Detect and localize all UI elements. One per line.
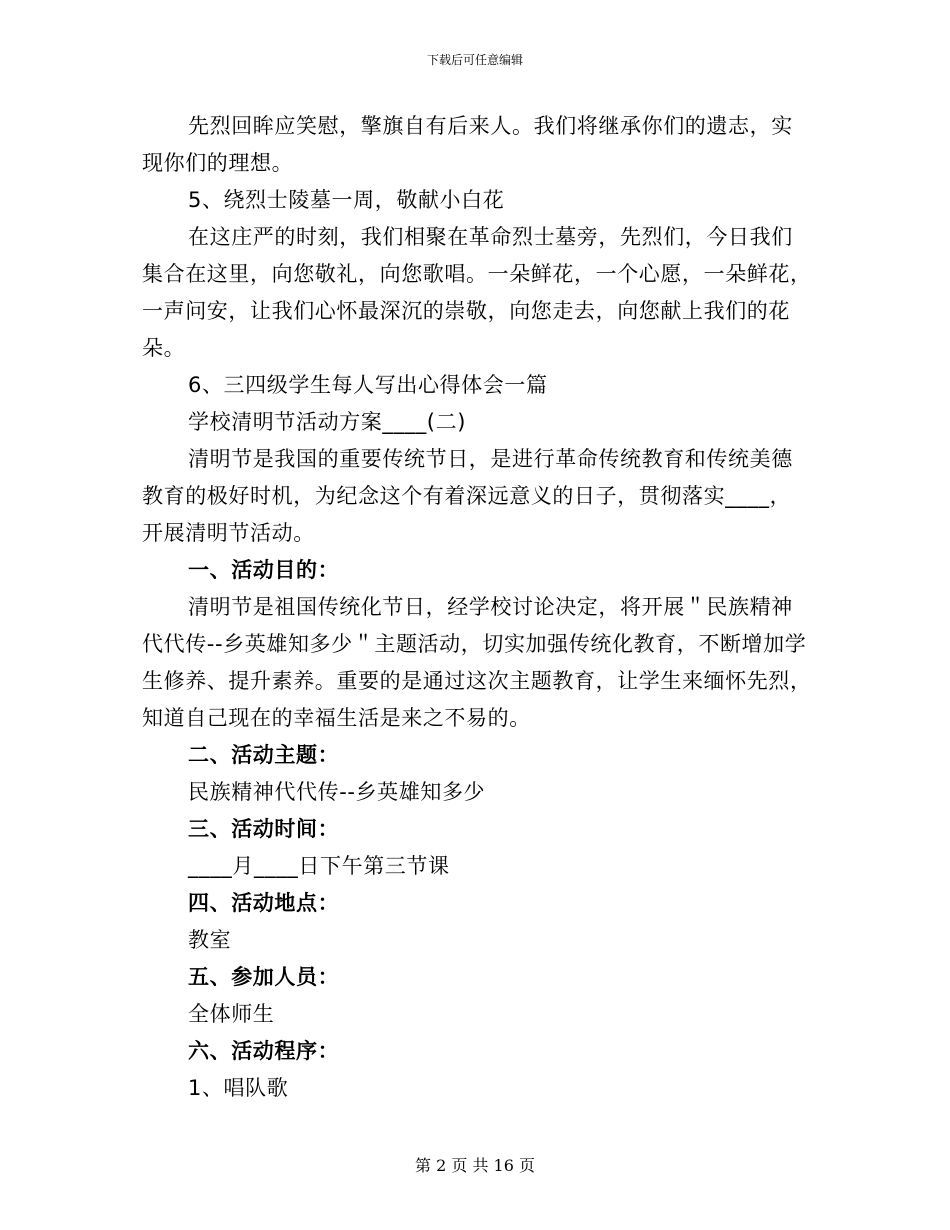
- page-header: 下载后可任意编辑: [426, 53, 523, 67]
- section-heading: 一、活动目的：: [188, 558, 340, 582]
- list-item: 6、三四级学生每人写出心得体会一篇: [188, 373, 548, 397]
- paragraph: 清明节是我国的重要传统节日，是进行革命传统教育和传统美德教育的极好时机，为纪念这个有着深远意义的日子，贯彻落实____，开展清明节活动。: [142, 447, 793, 545]
- paragraph: 全体师生: [188, 1002, 275, 1026]
- document-body: [142, 108, 812, 1107]
- section-heading: 三、活动时间：: [188, 817, 340, 841]
- paragraph: ____月____日下午第三节课: [188, 854, 450, 878]
- paragraph: 在这庄严的时刻，我们相聚在革命烈士墓旁，先烈们，今日我们集合在这里，向您敬礼，向您歌唱。一朵鲜花，一个心愿，一朵鲜花，一声问安，让我们心怀最深沉的崇敬，向您走去，向您献上我们的花朵。: [142, 225, 812, 360]
- list-item: 5、绕烈士陵墓一周，敬献小白花: [188, 188, 505, 212]
- section-heading: 六、活动程序：: [188, 1039, 340, 1063]
- paragraph: 清明节是祖国传统化节日，经学校讨论决定，将开展＂民族精神代代传--乡英雄知多少＂主题活动，切实加强传统化教育，不断增加学生修养、提升素养。重要的是通过这次主题教育，让学生来缅怀先烈，知道自己现在的幸福生活是来之不易的。: [142, 595, 812, 730]
- section-heading: 五、参加人员：: [188, 965, 340, 989]
- paragraph: 民族精神代代传--乡英雄知多少: [188, 780, 486, 804]
- section-heading: 二、活动主题：: [188, 743, 340, 767]
- section-heading: 四、活动地点：: [188, 891, 340, 915]
- paragraph: 先烈回眸应笑慰，擎旗自有后来人。我们将继承你们的遗志，实现你们的理想。: [142, 114, 793, 175]
- page-footer: 第 2 页 共 16 页: [415, 1156, 535, 1175]
- section-title: 学校清明节活动方案____(二): [188, 410, 466, 434]
- paragraph: 教室: [188, 928, 232, 952]
- list-item: 1、唱队歌: [188, 1076, 289, 1100]
